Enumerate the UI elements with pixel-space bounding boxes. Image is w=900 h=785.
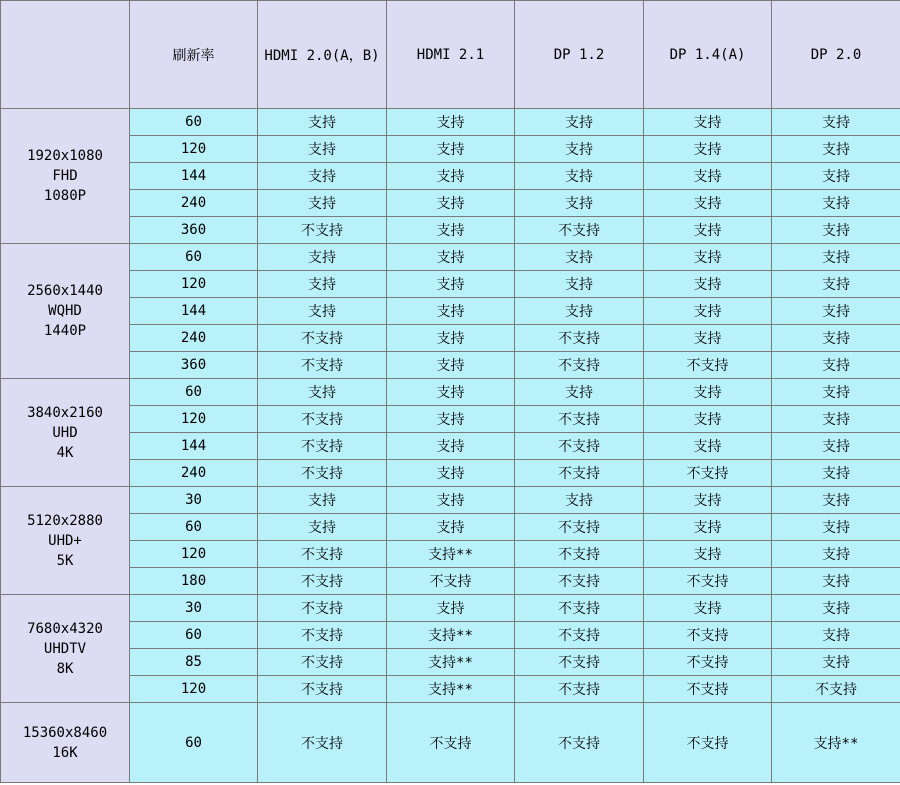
support-cell: 支持 xyxy=(772,136,900,163)
support-cell: 支持 xyxy=(772,379,900,406)
support-cell: 支持 xyxy=(387,487,515,514)
resolution-line: 4K xyxy=(56,444,74,461)
support-cell: 支持 xyxy=(644,244,772,271)
refresh-rate-cell: 144 xyxy=(130,298,258,325)
support-cell: 支持 xyxy=(258,379,387,406)
resolution-line: 2560x1440 xyxy=(27,283,103,299)
resolution-line: 5K xyxy=(56,552,74,569)
support-cell: 支持 xyxy=(644,325,772,352)
support-cell: 支持 xyxy=(387,244,515,271)
support-cell: 支持 xyxy=(772,541,900,568)
support-cell: 支持 xyxy=(515,244,644,271)
support-cell: 支持** xyxy=(387,622,515,649)
support-cell: 不支持 xyxy=(258,541,387,568)
resolution-line: 16K xyxy=(52,744,78,761)
resolution-line: WQHD xyxy=(48,303,82,319)
support-cell: 不支持 xyxy=(515,541,644,568)
table-row xyxy=(1,325,900,352)
support-cell: 支持 xyxy=(772,217,900,244)
support-cell: 支持** xyxy=(387,676,515,703)
support-cell: 支持 xyxy=(644,271,772,298)
support-cell: 不支持 xyxy=(387,703,515,783)
resolution-cell xyxy=(1,244,130,379)
resolution-cell xyxy=(1,595,130,703)
table-row xyxy=(1,649,900,676)
table-row xyxy=(1,541,900,568)
support-cell: 支持 xyxy=(387,460,515,487)
table-row xyxy=(1,136,900,163)
table-row xyxy=(1,622,900,649)
resolution-cell xyxy=(1,487,130,595)
support-cell: 不支持 xyxy=(515,622,644,649)
support-cell: 支持 xyxy=(258,271,387,298)
support-cell: 支持 xyxy=(258,190,387,217)
table-row xyxy=(1,703,900,783)
interface-header: DP 1.2 xyxy=(515,1,644,109)
support-cell: 支持 xyxy=(644,163,772,190)
support-cell: 支持 xyxy=(772,460,900,487)
support-cell: 不支持 xyxy=(515,325,644,352)
resolution-line: 1080P xyxy=(43,188,87,204)
support-cell: 不支持 xyxy=(644,622,772,649)
refresh-rate-cell: 60 xyxy=(130,379,258,406)
resolution-line: 7680x4320 xyxy=(27,620,103,637)
table-row xyxy=(1,568,900,595)
support-cell: 支持 xyxy=(258,298,387,325)
support-cell: 支持 xyxy=(772,244,900,271)
refresh-rate-cell: 120 xyxy=(130,271,258,298)
support-cell: 支持 xyxy=(515,136,644,163)
resolution-cell xyxy=(1,379,130,487)
support-cell: 支持 xyxy=(644,595,772,622)
support-cell: 支持 xyxy=(387,514,515,541)
support-cell: 支持 xyxy=(387,109,515,136)
support-cell: 支持 xyxy=(387,595,515,622)
refresh-rate-cell: 60 xyxy=(130,109,258,136)
support-cell: 不支持 xyxy=(258,622,387,649)
refresh-rate-cell: 120 xyxy=(130,406,258,433)
support-cell: 支持 xyxy=(772,352,900,379)
header-row xyxy=(1,1,900,109)
support-cell: 支持 xyxy=(515,298,644,325)
refresh-rate-cell: 120 xyxy=(130,136,258,163)
support-cell: 不支持 xyxy=(644,352,772,379)
refresh-rate-cell: 180 xyxy=(130,568,258,595)
refresh-rate-cell: 60 xyxy=(130,622,258,649)
resolution-cell xyxy=(1,703,130,783)
support-cell: 支持 xyxy=(644,136,772,163)
support-cell: 支持 xyxy=(772,325,900,352)
support-cell: 支持 xyxy=(772,487,900,514)
resolution-line: UHD+ xyxy=(48,532,82,549)
support-cell: 支持 xyxy=(515,190,644,217)
support-cell: 支持 xyxy=(772,190,900,217)
support-cell: 支持** xyxy=(772,703,900,783)
resolution-line: UHD xyxy=(52,424,78,441)
interface-header: DP 1.4(A) xyxy=(644,1,772,109)
support-cell: 支持 xyxy=(644,217,772,244)
support-cell: 不支持 xyxy=(258,595,387,622)
support-cell: 支持 xyxy=(644,190,772,217)
support-cell: 不支持 xyxy=(515,649,644,676)
support-cell: 支持** xyxy=(387,649,515,676)
support-cell: 支持 xyxy=(772,298,900,325)
table-row xyxy=(1,244,900,271)
support-cell: 支持 xyxy=(772,622,900,649)
support-cell: 支持 xyxy=(515,271,644,298)
support-cell: 不支持 xyxy=(258,460,387,487)
table-row xyxy=(1,433,900,460)
support-cell: 支持 xyxy=(772,109,900,136)
support-cell: 不支持 xyxy=(644,703,772,783)
refresh-rate-cell: 30 xyxy=(130,487,258,514)
support-cell: 支持 xyxy=(515,109,644,136)
support-cell: 支持 xyxy=(387,406,515,433)
refresh-rate-cell: 30 xyxy=(130,595,258,622)
support-cell: 支持 xyxy=(258,487,387,514)
interface-header: HDMI 2.1 xyxy=(387,1,515,109)
support-cell: 不支持 xyxy=(258,649,387,676)
refresh-rate-cell: 360 xyxy=(130,217,258,244)
support-cell: 不支持 xyxy=(515,595,644,622)
support-cell: 不支持 xyxy=(258,406,387,433)
support-cell: 支持 xyxy=(387,298,515,325)
table-row xyxy=(1,379,900,406)
support-cell: 支持 xyxy=(772,514,900,541)
support-cell: 支持 xyxy=(772,433,900,460)
refresh-rate-cell: 60 xyxy=(130,514,258,541)
support-cell: 支持 xyxy=(644,406,772,433)
support-cell: 不支持 xyxy=(258,703,387,783)
support-cell: 支持 xyxy=(772,595,900,622)
support-cell: 支持 xyxy=(644,487,772,514)
support-cell: 支持 xyxy=(387,217,515,244)
refresh-rate-cell: 120 xyxy=(130,676,258,703)
support-cell: 支持 xyxy=(258,514,387,541)
support-cell: 支持** xyxy=(387,541,515,568)
refresh-rate-cell: 120 xyxy=(130,541,258,568)
support-cell: 支持 xyxy=(387,352,515,379)
support-cell: 不支持 xyxy=(258,433,387,460)
resolution-line: UHDTV xyxy=(43,640,87,657)
support-cell: 不支持 xyxy=(258,325,387,352)
support-cell: 支持 xyxy=(772,649,900,676)
refresh-rate-cell: 240 xyxy=(130,190,258,217)
support-cell: 不支持 xyxy=(644,676,772,703)
resolution-line: 1920x1080 xyxy=(27,148,103,164)
support-cell: 不支持 xyxy=(515,568,644,595)
support-cell: 不支持 xyxy=(515,676,644,703)
resolution-line: 3840x2160 xyxy=(27,404,103,421)
support-cell: 支持 xyxy=(387,271,515,298)
support-cell: 支持 xyxy=(258,109,387,136)
refresh-rate-cell: 60 xyxy=(130,244,258,271)
table-row xyxy=(1,352,900,379)
support-cell: 支持 xyxy=(772,568,900,595)
support-cell: 支持 xyxy=(644,379,772,406)
table-row xyxy=(1,406,900,433)
interface-header: DP 2.0 xyxy=(772,1,900,109)
support-cell: 支持 xyxy=(387,136,515,163)
resolution-line: FHD xyxy=(52,168,78,184)
support-cell: 支持 xyxy=(258,244,387,271)
support-cell: 不支持 xyxy=(258,352,387,379)
table-row xyxy=(1,676,900,703)
support-cell: 支持 xyxy=(515,163,644,190)
refresh-rate-cell: 144 xyxy=(130,163,258,190)
support-cell: 支持 xyxy=(772,163,900,190)
support-cell: 支持 xyxy=(387,325,515,352)
table-row xyxy=(1,190,900,217)
support-cell: 不支持 xyxy=(387,568,515,595)
support-cell: 支持 xyxy=(258,136,387,163)
support-cell: 支持 xyxy=(644,298,772,325)
corner-cell xyxy=(1,1,130,109)
resolution-line: 1440P xyxy=(43,323,87,339)
refresh-rate-cell: 360 xyxy=(130,352,258,379)
support-cell: 支持 xyxy=(515,487,644,514)
support-cell: 不支持 xyxy=(515,703,644,783)
table-row xyxy=(1,487,900,514)
support-cell: 支持 xyxy=(387,379,515,406)
resolution-line: 8K xyxy=(56,660,74,677)
support-cell: 不支持 xyxy=(515,460,644,487)
support-cell: 支持 xyxy=(772,406,900,433)
refresh-rate-header: 刷新率 xyxy=(130,1,258,109)
support-cell: 支持 xyxy=(644,514,772,541)
resolution-line: 5120x2880 xyxy=(27,512,103,529)
refresh-rate-cell: 144 xyxy=(130,433,258,460)
support-cell: 支持 xyxy=(387,433,515,460)
table-row xyxy=(1,298,900,325)
resolution-cell xyxy=(1,109,130,244)
resolution-line: 15360x8460 xyxy=(22,724,108,741)
support-cell: 支持 xyxy=(258,163,387,190)
support-cell: 支持 xyxy=(644,433,772,460)
support-cell: 不支持 xyxy=(772,676,900,703)
support-cell: 不支持 xyxy=(515,406,644,433)
support-cell: 支持 xyxy=(515,379,644,406)
table-row xyxy=(1,271,900,298)
table-row xyxy=(1,109,900,136)
support-cell: 支持 xyxy=(644,541,772,568)
refresh-rate-cell: 240 xyxy=(130,325,258,352)
table-row xyxy=(1,460,900,487)
table-row xyxy=(1,595,900,622)
support-cell: 不支持 xyxy=(515,433,644,460)
support-cell: 不支持 xyxy=(258,676,387,703)
table-row xyxy=(1,163,900,190)
support-cell: 不支持 xyxy=(644,568,772,595)
support-cell: 不支持 xyxy=(258,568,387,595)
support-cell: 不支持 xyxy=(515,217,644,244)
support-cell: 支持 xyxy=(387,190,515,217)
refresh-rate-cell: 240 xyxy=(130,460,258,487)
support-cell: 不支持 xyxy=(515,352,644,379)
support-cell: 不支持 xyxy=(515,514,644,541)
support-cell: 支持 xyxy=(644,109,772,136)
support-cell: 不支持 xyxy=(258,217,387,244)
table-row xyxy=(1,217,900,244)
interface-header: HDMI 2.0(A，B) xyxy=(258,1,387,109)
support-cell: 支持 xyxy=(387,163,515,190)
refresh-rate-cell: 60 xyxy=(130,703,258,783)
table-body xyxy=(1,109,900,783)
support-cell: 支持 xyxy=(772,271,900,298)
support-cell: 不支持 xyxy=(644,649,772,676)
refresh-rate-cell: 85 xyxy=(130,649,258,676)
table-row xyxy=(1,514,900,541)
support-cell: 不支持 xyxy=(644,460,772,487)
